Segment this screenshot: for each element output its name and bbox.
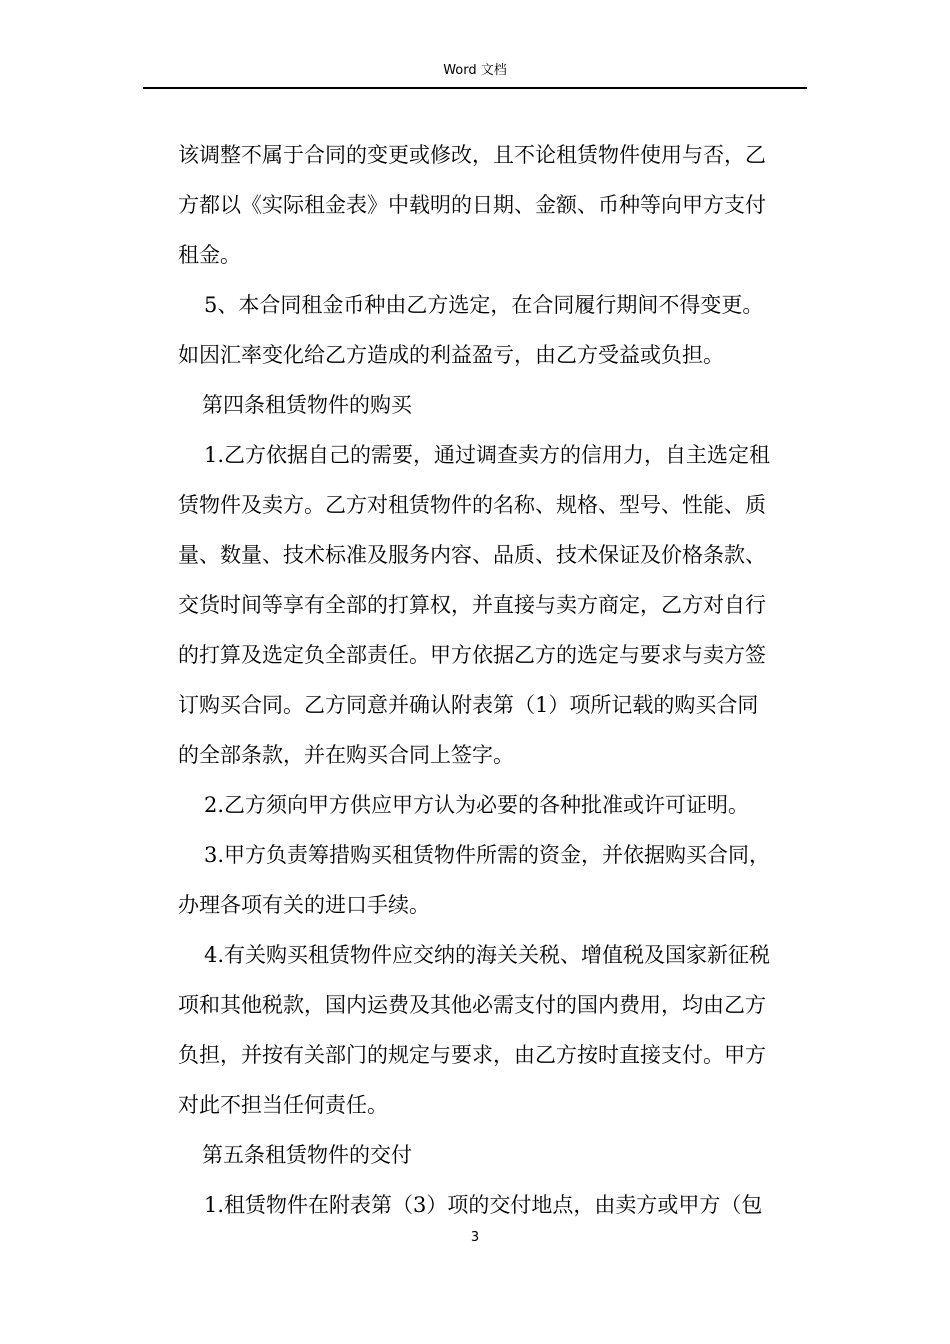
paragraph-rent-adjustment	[178, 130, 810, 280]
page-header: Word 文档	[443, 63, 507, 78]
text-line: 1.租赁物件在附表第（3）项的交付地点，由卖方或甲方（包	[204, 1193, 763, 1217]
text-line: 方都以《实际租金表》中载明的日期、金额、币种等向甲方支付	[178, 193, 766, 217]
text-line: 3.甲方负责筹措购买租赁物件所需的资金，并依据购买合同，	[204, 843, 771, 867]
paragraph-article-4-item-2	[178, 780, 810, 830]
paragraph-article-4-item-4	[178, 930, 810, 1130]
text-line: 交货时间等享有全部的打算权，并直接与卖方商定，乙方对自行	[178, 593, 766, 617]
paragraph-currency-clause	[178, 280, 810, 380]
text-line: 订购买合同。乙方同意并确认附表第（1）项所记载的购买合同	[178, 693, 759, 717]
heading-article-4	[178, 380, 810, 430]
paragraph-article-4-item-1	[178, 430, 810, 780]
text-line: 对此不担当任何责任。	[178, 1093, 388, 1117]
document-body	[178, 130, 810, 1230]
text-line: 负担，并按有关部门的规定与要求，由乙方按时直接支付。甲方	[178, 1043, 766, 1067]
text-line: 赁物件及卖方。乙方对租赁物件的名称、规格、型号、性能、质	[178, 493, 766, 517]
text-line: 1.乙方依据自己的需要，通过调查卖方的信用力，自主选定租	[204, 443, 771, 467]
text-line: 的打算及选定负全部责任。甲方依据乙方的选定与要求与卖方签	[178, 643, 766, 667]
text-line: 项和其他税款，国内运费及其他必需支付的国内费用，均由乙方	[178, 993, 766, 1017]
paragraph-article-5-item-1	[178, 1180, 810, 1230]
text-line: 办理各项有关的进口手续。	[178, 893, 430, 917]
text-line: 2.乙方须向甲方供应甲方认为必要的各种批准或许可证明。	[204, 793, 750, 817]
text-line: 如因汇率变化给乙方造成的利益盈亏，由乙方受益或负担。	[178, 343, 724, 367]
text-line: 量、数量、技术标准及服务内容、品质、技术保证及价格条款、	[178, 543, 766, 567]
text-line: 租金。	[178, 243, 241, 267]
text-line: 4.有关购买租赁物件应交纳的海关关税、增值税及国家新征税	[204, 943, 771, 967]
section-heading: 第五条租赁物件的交付	[202, 1143, 412, 1167]
text-line: 该调整不属于合同的变更或修改，且不论租赁物件使用与否，乙	[178, 143, 766, 167]
heading-article-5	[178, 1130, 810, 1180]
section-heading: 第四条租赁物件的购买	[202, 393, 412, 417]
page-number: 3	[470, 1230, 480, 1245]
paragraph-article-4-item-3	[178, 830, 810, 930]
header-divider	[143, 87, 807, 89]
text-line: 5、本合同租金币种由乙方选定，在合同履行期间不得变更。	[204, 293, 764, 317]
text-line: 的全部条款，并在购买合同上签字。	[178, 743, 514, 767]
